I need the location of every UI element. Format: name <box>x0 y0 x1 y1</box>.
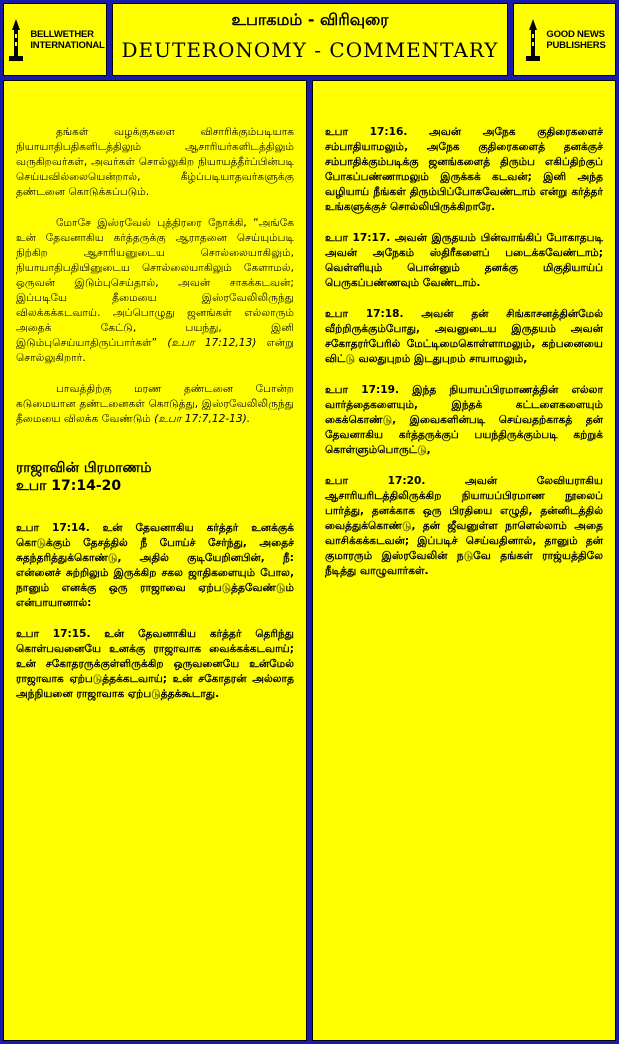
tower-logo-icon <box>5 18 27 62</box>
paragraph-2 <box>16 216 294 366</box>
logo-line1: GOOD NEWS <box>546 28 605 40</box>
right-column <box>312 80 616 1041</box>
verse-17-16: உபா 17:16. அவன் அநேக குதிரைகளைச் சம்பாதியாமலும், அநேக குதிரைகளைத் தனக்குச் சம்பாதிக்கும்படிக்கு ஜனங்களைத் திரும்ப எகிப்திற்குப் போகப்பண்ணாமலும் இருக்கக் கடவன்; இனி அந்த வழியாய் நீங்கள் திரும்பிப்போகவேண்டாம் என்று கர்த்தர் உங்களுக்குச் சொல்லியிருக்கிறாரே. <box>325 126 603 213</box>
section-heading-line1: ராஜாவின் பிரமாணம் <box>16 460 152 476</box>
verse-17-19: உபா 17:19. இந்த நியாயப்பிரமாணத்தின் எல்லா வார்த்தைகளையும், இந்தக் கட்டளைகளையும் கைக்கொண்டு, இவைகளின்படி செய்வதற்காகத் தன் தேவனாகிய கர்த்தருக்குப் பயந்திருக்கும்படி கற்றுக் கொள்ளும்பொருட்டு, <box>325 384 603 456</box>
goodnews-logo-text <box>546 29 605 51</box>
bellwether-logo-text <box>30 29 104 51</box>
logo-line2: PUBLISHERS <box>546 39 606 51</box>
left-column-text <box>16 125 294 702</box>
paragraph-3-reference: (உபா 17:7,12-13). <box>150 413 251 425</box>
verse-17-15: உபா 17:15. உன் தேவனாகிய கர்த்தர் தெரிந்து கொள்பவனையே உனக்கு ராஜாவாக வைக்கக்கடவாய்; உன் சகோதரருக்குள்ளிருக்கிற ஒருவனையே உன்மேல் ராஜாவாக ஏற்படுத்தக்கடவாய்; உன் சகோதரன் அல்லாத அந்நியனை ராஜாவாக ஏற்படுத்தக்கூடாது. <box>16 628 294 700</box>
logo-line1: BELLWETHER <box>30 28 94 40</box>
left-column <box>3 80 307 1041</box>
right-column-text <box>325 125 603 579</box>
verse-17-20: உபா 17:20. அவன் லேவியராகிய ஆசாரியரிடத்திலிருக்கிற நியாயப்பிரமாண நூலைப் பார்த்து, தனக்காக ஒரு பிரதியை எழுதி, தன்னிடத்தில் வைத்துக்கொண்டு, தன் ஜீவனுள்ள நாளெல்லாம் அதை வாசிக்கக்கடவன்; இப்படிச் செய்வதினால், தானும் தன் குமாரரும் இஸ்ரவேலின் நடுவே தங்கள் ராஜ்யத்திலே நீடித்து வாழுவார்கள். <box>325 475 603 577</box>
bellwether-logo <box>4 4 106 75</box>
paragraph-2-end: என்று சொல்லுகிறார். <box>16 337 294 364</box>
header-left-logo-box <box>3 3 107 76</box>
title-tamil: உபாகமம் - விரிவுரை <box>231 10 389 29</box>
section-heading-line2: உபா 17:14-20 <box>16 478 122 494</box>
section-heading <box>16 459 294 495</box>
logo-line2: INTERNATIONAL <box>30 39 105 51</box>
paragraph-3-main: பாவத்திற்கு மரண தண்டனை போன்ற கடுமையான தண்டனைகள் கொடுத்து, இஸ்ரவேலிலிருந்து தீமையை விலக்க வேண்டும் <box>16 383 294 425</box>
paragraph-2-reference: (உபா 17:12,13) <box>157 337 257 349</box>
title-english: DEUTERONOMY - COMMENTARY <box>121 38 499 62</box>
paragraph-2-main: மோசே இஸ்ரவேல் புத்திரரை நோக்கி, “அங்கே உன் தேவனாகிய கர்த்தருக்கு ஆராதனை செய்யும்படி நிற்கிற ஆசாரியனுடைய சொல்லையாகிலும், நியாயாதிபதியினுடைய சொல்லையாகிலும் கேளாமல், ஒருவன் இடும்புசெய்தால், அவன் சாகக்கடவன்; இப்படியே தீமையை இஸ்ரவேலிலிருந்து விலக்கக்கடவாய். அப்பொழுது ஜனங்கள் எல்லாரும் அதைக் கேட்டு, பயந்து, இனி இடும்புசெய்யாதிருப்பார்கள்” <box>16 217 294 349</box>
header-title-box <box>112 3 508 76</box>
tower-logo-icon <box>523 18 543 62</box>
verse-17-14: உபா 17:14. உன் தேவனாகிய கர்த்தர் உனக்குக் கொடுக்கும் தேசத்தில் நீ போய்ச் சேர்ந்து, அதைச் சுதந்தரித்துக்கொண்டு, அதில் குடியேறினபின், நீ: என்னைச் சுற்றிலும் இருக்கிற சகல ஜாதிகளையும் போல, நானும் எனக்கு ஒரு ராஜாவை ஏற்படுத்தவேண்டும் என்பாயானால்: <box>16 522 294 609</box>
paragraph-3 <box>16 382 294 427</box>
paragraph-1: தங்கள் வழக்குகளை விசாரிக்கும்படியாக நியாயாதிபதிகளிடத்திலும் ஆசாரியர்களிடத்திலும் வருகிறவர்கள், அவர்கள் சொல்லுகிற நியாயத்தீர்ப்பின்படி செய்யவில்லையென்றால், கீழ்ப்படியாதவர்களுக்கு தண்டனை கொடுக்கப்படும். <box>16 126 294 198</box>
header-right-logo-box <box>513 3 616 76</box>
goodnews-logo <box>514 4 615 75</box>
verse-17-17: உபா 17:17. அவன் இருதயம் பின்வாங்கிப் போகாதபடி அவன் அநேகம் ஸ்திரீகளைப் படைக்கவேண்டாம்; வெள்ளியும் பொன்னும் தனக்கு மிகுதியாய்ப் பெருகப்பண்ணவும் வேண்டாம். <box>325 232 603 289</box>
verse-17-18: உபா 17:18. அவன் தன் சிங்காசனத்தின்மேல் வீற்றிருக்கும்போது, அவனுடைய இருதயம் அவன் சகோதரர்பேரில் மேட்டிமைகொள்ளாமலும், கற்பனையை விட்டு வலதுபுறம் இடதுபுறம் சாயாமலும், <box>325 308 603 365</box>
